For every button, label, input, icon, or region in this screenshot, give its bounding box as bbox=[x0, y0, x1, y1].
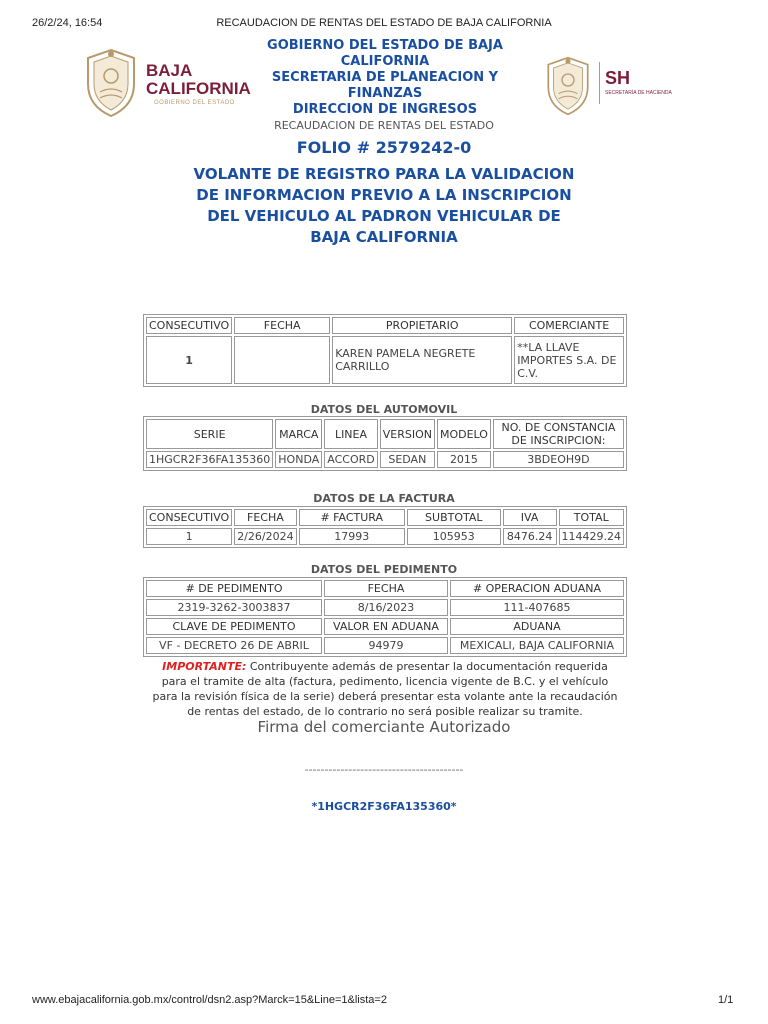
firma-label: Firma del comerciante Autorizado bbox=[257, 718, 511, 736]
table-cell: ACCORD bbox=[324, 451, 377, 468]
importante-label: IMPORTANTE: bbox=[162, 660, 247, 673]
table-cell: 1 bbox=[146, 528, 232, 545]
table-header: IVA bbox=[503, 509, 557, 526]
table-cell: 8/16/2023 bbox=[324, 599, 448, 616]
table-cell: 111-407685 bbox=[450, 599, 624, 616]
table-cell: 1 bbox=[146, 336, 232, 384]
volante-title bbox=[184, 164, 584, 248]
table-header: CONSECUTIVO bbox=[146, 317, 232, 334]
header-line4: FINANZAS bbox=[347, 86, 423, 101]
table-header: CONSECUTIVO bbox=[146, 509, 232, 526]
logo-line-california: CALIFORNIA bbox=[146, 79, 251, 98]
table-header: NO. DE CONSTANCIA DE INSCRIPCION: bbox=[493, 419, 624, 449]
state-seal-icon bbox=[82, 48, 140, 118]
folio-number: FOLIO # 2579242-0 bbox=[296, 138, 472, 157]
table-header: MODELO bbox=[437, 419, 491, 449]
section-title-factura: DATOS DE LA FACTURA bbox=[313, 492, 455, 505]
volante-line4: BAJA CALIFORNIA bbox=[310, 228, 458, 246]
table-cell bbox=[234, 336, 330, 384]
table-cell: MEXICALI, BAJA CALIFORNIA bbox=[450, 637, 624, 654]
logo-line-baja: BAJA bbox=[146, 61, 193, 80]
logo-sh-text: SECRETARÍA DE HACIENDA bbox=[605, 90, 672, 96]
table-header: PROPIETARIO bbox=[332, 317, 512, 334]
logo-line-gobierno: GOBIERNO DEL ESTADO bbox=[154, 100, 235, 106]
logo-sh: SH bbox=[605, 68, 631, 88]
table-header: COMERCIANTE bbox=[514, 317, 624, 334]
header-line2: CALIFORNIA bbox=[340, 54, 430, 69]
table-header: LINEA bbox=[324, 419, 377, 449]
table-header: FECHA bbox=[234, 509, 296, 526]
volante-line1: VOLANTE DE REGISTRO PARA LA VALIDACION bbox=[193, 165, 575, 183]
table-header: FECHA bbox=[234, 317, 330, 334]
automovil-table bbox=[143, 416, 627, 471]
table-cell: SEDAN bbox=[380, 451, 435, 468]
table-header: VERSION bbox=[380, 419, 435, 449]
table-cell: HONDA bbox=[275, 451, 322, 468]
table-cell: **LA LLAVE IMPORTES S.A. DE C.V. bbox=[514, 336, 624, 384]
print-url: www.ebajacalifornia.gob.mx/control/dsn2.asp?Marck=15&Line=1&lista=2 bbox=[32, 994, 387, 1006]
header-block bbox=[260, 38, 510, 118]
table-header: # FACTURA bbox=[299, 509, 405, 526]
print-title: RECAUDACION DE RENTAS DEL ESTADO DE BAJA CALIFORNIA bbox=[216, 17, 552, 29]
table-header: SUBTOTAL bbox=[407, 509, 501, 526]
section-title-pedimento: DATOS DEL PEDIMENTO bbox=[310, 563, 458, 576]
table-cell: 2319-3262-3003837 bbox=[146, 599, 322, 616]
pedimento-table bbox=[143, 577, 627, 657]
print-page: 1/1 bbox=[718, 994, 734, 1006]
secretaria-hacienda-logo bbox=[543, 56, 693, 120]
table-header: MARCA bbox=[275, 419, 322, 449]
print-datetime: 26/2/24, 16:54 bbox=[32, 17, 103, 29]
importante-notice bbox=[150, 659, 620, 719]
baja-california-logo bbox=[82, 48, 272, 120]
state-seal-icon bbox=[543, 56, 593, 116]
registro-table bbox=[143, 314, 627, 387]
table-cell: 114429.24 bbox=[559, 528, 625, 545]
signature-line: ---------------------------------------- bbox=[304, 763, 464, 776]
header-line1: GOBIERNO DEL ESTADO DE BAJA bbox=[267, 38, 503, 53]
table-cell: 17993 bbox=[299, 528, 405, 545]
table-cell: 94979 bbox=[324, 637, 448, 654]
table-header: FECHA bbox=[324, 580, 448, 597]
factura-table bbox=[143, 506, 627, 548]
volante-line3: DEL VEHICULO AL PADRON VEHICULAR DE bbox=[207, 207, 561, 225]
table-header: TOTAL bbox=[559, 509, 625, 526]
table-cell: 8476.24 bbox=[503, 528, 557, 545]
table-cell: 2/26/2024 bbox=[234, 528, 296, 545]
table-header: VALOR EN ADUANA bbox=[324, 618, 448, 635]
section-title-automovil: DATOS DEL AUTOMOVIL bbox=[310, 403, 458, 416]
table-cell: KAREN PAMELA NEGRETE CARRILLO bbox=[332, 336, 512, 384]
header-line3: SECRETARIA DE PLANEACION Y bbox=[271, 70, 499, 85]
table-cell: VF - DECRETO 26 DE ABRIL bbox=[146, 637, 322, 654]
logo-divider bbox=[599, 62, 600, 104]
volante-line2: DE INFORMACION PREVIO A LA INSCRIPCION bbox=[196, 186, 572, 204]
table-header: # DE PEDIMENTO bbox=[146, 580, 322, 597]
header-line6: RECAUDACION DE RENTAS DEL ESTADO bbox=[274, 119, 494, 132]
importante-text: Contribuyente además de presentar la documentación requerida para el tramite de alta (factura, pedimento, licencia vigente de B.C. y el vehículo para la revisión física de la serie) deberá presentar esta volante ante la recaudación de rentas del estado, de lo contrario no será posible realizar su tramite. bbox=[152, 660, 618, 718]
table-cell: 2015 bbox=[437, 451, 491, 468]
table-cell: 1HGCR2F36FA135360 bbox=[146, 451, 273, 468]
header-line5: DIRECCION DE INGRESOS bbox=[292, 102, 478, 117]
table-cell: 3BDEOH9D bbox=[493, 451, 624, 468]
table-header: ADUANA bbox=[450, 618, 624, 635]
table-header: # OPERACION ADUANA bbox=[450, 580, 624, 597]
table-header: SERIE bbox=[146, 419, 273, 449]
table-header: CLAVE DE PEDIMENTO bbox=[146, 618, 322, 635]
barcode-text: *1HGCR2F36FA135360* bbox=[311, 800, 457, 813]
table-cell: 105953 bbox=[407, 528, 501, 545]
